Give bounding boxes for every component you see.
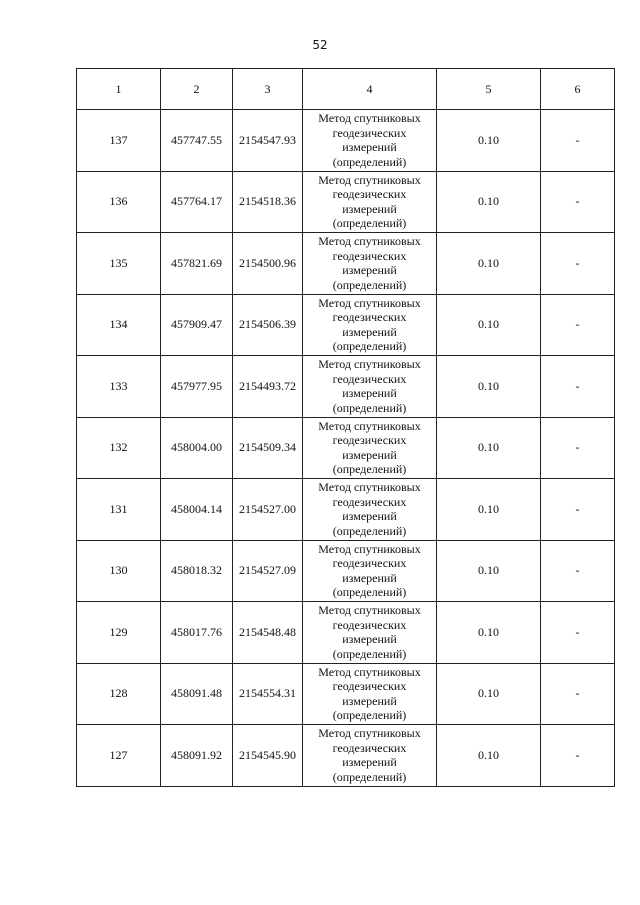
table-header-row (77, 69, 615, 110)
method-line: геодезических (332, 187, 407, 202)
table-row (77, 417, 615, 479)
y-coordinate-cell: 2154527.09 (233, 540, 303, 602)
method-line: измерений (342, 263, 397, 278)
note-cell: - (541, 294, 615, 356)
accuracy-cell: 0.10 (437, 356, 541, 418)
method-line: измерений (342, 386, 397, 401)
method-line: Метод спутниковых (318, 357, 421, 372)
method-line: геодезических (332, 371, 407, 386)
method-line: Метод спутниковых (318, 541, 421, 556)
x-coordinate-cell: 458091.48 (161, 663, 233, 725)
method-line: (определений) (332, 769, 407, 784)
point-cell: 130 (77, 540, 161, 602)
method-cell (303, 663, 437, 725)
y-coordinate-cell: 2154509.34 (233, 417, 303, 479)
point-cell: 132 (77, 417, 161, 479)
method-line: (определений) (332, 339, 407, 354)
y-coordinate-cell: 2154547.93 (233, 110, 303, 172)
point-cell: 131 (77, 479, 161, 541)
method-line: Метод спутниковых (318, 111, 421, 126)
point-cell: 136 (77, 171, 161, 233)
x-coordinate-cell: 458017.76 (161, 602, 233, 664)
table-row (77, 233, 615, 295)
point-cell: 137 (77, 110, 161, 172)
column-header: 4 (303, 69, 437, 110)
note-cell: - (541, 171, 615, 233)
y-coordinate-cell: 2154506.39 (233, 294, 303, 356)
method-line: Метод спутниковых (318, 664, 421, 679)
method-line: (определений) (332, 462, 407, 477)
method-line: (определений) (332, 523, 407, 538)
column-header: 2 (161, 69, 233, 110)
method-line: геодезических (332, 310, 407, 325)
method-line: измерений (342, 509, 397, 524)
x-coordinate-cell: 458091.92 (161, 725, 233, 787)
note-cell: - (541, 663, 615, 725)
accuracy-cell: 0.10 (437, 540, 541, 602)
method-cell (303, 171, 437, 233)
accuracy-cell: 0.10 (437, 233, 541, 295)
table-row (77, 479, 615, 541)
x-coordinate-cell: 457821.69 (161, 233, 233, 295)
method-line: измерений (342, 632, 397, 647)
accuracy-cell: 0.10 (437, 602, 541, 664)
x-coordinate-cell: 457909.47 (161, 294, 233, 356)
method-line: измерений (342, 201, 397, 216)
method-cell (303, 540, 437, 602)
note-cell: - (541, 602, 615, 664)
point-cell: 129 (77, 602, 161, 664)
column-header: 1 (77, 69, 161, 110)
method-cell (303, 233, 437, 295)
point-cell: 134 (77, 294, 161, 356)
point-cell: 128 (77, 663, 161, 725)
method-line: Метод спутниковых (318, 480, 421, 495)
accuracy-cell: 0.10 (437, 417, 541, 479)
note-cell: - (541, 540, 615, 602)
x-coordinate-cell: 458004.14 (161, 479, 233, 541)
method-line: Метод спутниковых (318, 234, 421, 249)
x-coordinate-cell: 458018.32 (161, 540, 233, 602)
accuracy-cell: 0.10 (437, 110, 541, 172)
note-cell: - (541, 110, 615, 172)
method-line: геодезических (332, 248, 407, 263)
method-line: измерений (342, 693, 397, 708)
y-coordinate-cell: 2154500.96 (233, 233, 303, 295)
table-row (77, 110, 615, 172)
point-cell: 127 (77, 725, 161, 787)
column-header: 3 (233, 69, 303, 110)
method-line: (определений) (332, 708, 407, 723)
table-row (77, 356, 615, 418)
y-coordinate-cell: 2154527.00 (233, 479, 303, 541)
method-line: геодезических (332, 556, 407, 571)
method-line: геодезических (332, 433, 407, 448)
note-cell: - (541, 356, 615, 418)
x-coordinate-cell: 458004.00 (161, 417, 233, 479)
table-row (77, 663, 615, 725)
method-cell (303, 294, 437, 356)
table-row (77, 602, 615, 664)
note-cell: - (541, 725, 615, 787)
note-cell: - (541, 233, 615, 295)
method-cell (303, 602, 437, 664)
method-line: геодезических (332, 740, 407, 755)
accuracy-cell: 0.10 (437, 294, 541, 356)
x-coordinate-cell: 457977.95 (161, 356, 233, 418)
page-number: 52 (312, 38, 328, 52)
method-line: Метод спутниковых (318, 418, 421, 433)
method-cell (303, 110, 437, 172)
x-coordinate-cell: 457764.17 (161, 171, 233, 233)
method-line: (определений) (332, 646, 407, 661)
table-body (77, 110, 615, 787)
accuracy-cell: 0.10 (437, 171, 541, 233)
accuracy-cell: 0.10 (437, 663, 541, 725)
note-cell: - (541, 479, 615, 541)
coordinates-table (76, 68, 615, 787)
method-cell (303, 479, 437, 541)
accuracy-cell: 0.10 (437, 725, 541, 787)
method-line: Метод спутниковых (318, 603, 421, 618)
method-line: (определений) (332, 154, 407, 169)
note-cell: - (541, 417, 615, 479)
method-line: измерений (342, 755, 397, 770)
table-row (77, 540, 615, 602)
accuracy-cell: 0.10 (437, 479, 541, 541)
table-row (77, 725, 615, 787)
method-line: (определений) (332, 216, 407, 231)
point-cell: 133 (77, 356, 161, 418)
method-line: геодезических (332, 125, 407, 140)
y-coordinate-cell: 2154545.90 (233, 725, 303, 787)
method-line: геодезических (332, 617, 407, 632)
method-line: геодезических (332, 679, 407, 694)
method-line: (определений) (332, 277, 407, 292)
y-coordinate-cell: 2154493.72 (233, 356, 303, 418)
method-line: Метод спутниковых (318, 172, 421, 187)
method-line: измерений (342, 570, 397, 585)
method-line: (определений) (332, 585, 407, 600)
point-cell: 135 (77, 233, 161, 295)
y-coordinate-cell: 2154554.31 (233, 663, 303, 725)
y-coordinate-cell: 2154518.36 (233, 171, 303, 233)
column-header: 5 (437, 69, 541, 110)
method-line: измерений (342, 447, 397, 462)
method-line: геодезических (332, 494, 407, 509)
table-row (77, 294, 615, 356)
method-cell (303, 417, 437, 479)
method-cell (303, 356, 437, 418)
y-coordinate-cell: 2154548.48 (233, 602, 303, 664)
table-row (77, 171, 615, 233)
method-line: Метод спутниковых (318, 726, 421, 741)
method-line: измерений (342, 324, 397, 339)
x-coordinate-cell: 457747.55 (161, 110, 233, 172)
method-line: Метод спутниковых (318, 295, 421, 310)
method-line: (определений) (332, 400, 407, 415)
method-line: измерений (342, 140, 397, 155)
column-header: 6 (541, 69, 615, 110)
method-cell (303, 725, 437, 787)
